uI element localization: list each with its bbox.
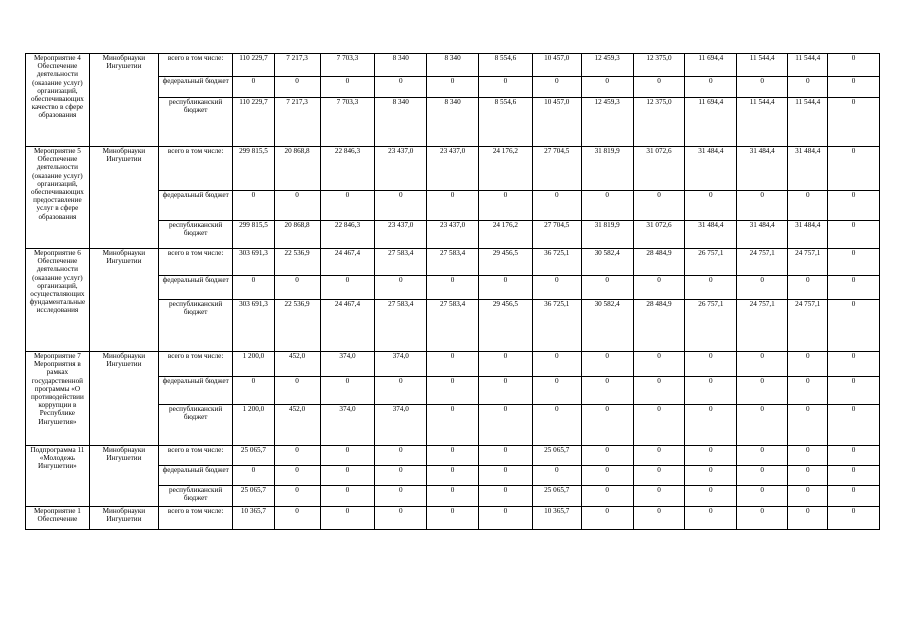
year-amount-cell: 0 (375, 77, 427, 98)
year-amount-cell: 0 (375, 486, 427, 507)
year-amount-cell: 0 (633, 466, 685, 486)
year-amount-cell: 0 (427, 191, 479, 221)
year-amount-cell: 0 (581, 377, 633, 405)
year-amount-cell: 0 (737, 446, 788, 466)
executor-cell: Минобрнауки Ингушетии (89, 446, 158, 507)
year-amount-cell: 0 (427, 507, 479, 530)
year-amount-cell: 0 (479, 77, 533, 98)
year-amount-cell: 0 (828, 300, 879, 352)
funding-source-cell: всего в том числе: (158, 507, 232, 530)
executor-cell: Минобрнауки Ингушетии (89, 507, 158, 530)
year-amount-cell: 0 (633, 486, 685, 507)
year-amount-cell: 374,0 (320, 405, 375, 446)
year-amount-cell: 0 (581, 191, 633, 221)
year-amount-cell: 31 484,4 (788, 147, 828, 191)
year-amount-cell: 0 (427, 276, 479, 300)
year-amount-cell: 0 (788, 466, 828, 486)
year-amount-cell: 11 694,4 (685, 54, 737, 77)
year-amount-cell: 27 704,5 (532, 147, 581, 191)
year-amount-cell: 0 (479, 276, 533, 300)
year-amount-cell: 0 (828, 221, 879, 249)
total-amount-cell: 0 (233, 377, 274, 405)
year-amount-cell: 0 (375, 276, 427, 300)
year-amount-cell: 0 (788, 77, 828, 98)
year-amount-cell: 30 582,4 (581, 249, 633, 276)
year-amount-cell: 12 375,0 (633, 98, 685, 147)
year-amount-cell: 0 (479, 352, 533, 377)
year-amount-cell: 452,0 (274, 405, 320, 446)
funding-source-cell: федеральный бюджет (158, 77, 232, 98)
year-amount-cell: 0 (532, 405, 581, 446)
year-amount-cell: 31 072,6 (633, 147, 685, 191)
year-amount-cell: 27 583,4 (427, 300, 479, 352)
year-amount-cell: 0 (274, 377, 320, 405)
year-amount-cell: 0 (828, 98, 879, 147)
total-amount-cell: 110 229,7 (233, 98, 274, 147)
year-amount-cell: 22 846,3 (320, 147, 375, 191)
year-amount-cell: 0 (479, 486, 533, 507)
year-amount-cell: 0 (828, 191, 879, 221)
year-amount-cell: 0 (685, 466, 737, 486)
funding-source-cell: всего в том числе: (158, 249, 232, 276)
year-amount-cell: 0 (828, 446, 879, 466)
year-amount-cell: 0 (633, 276, 685, 300)
table-row (26, 249, 905, 276)
year-amount-cell: 29 456,5 (479, 300, 533, 352)
year-amount-cell: 31 484,4 (788, 221, 828, 249)
table-row (26, 446, 905, 466)
year-amount-cell: 0 (737, 77, 788, 98)
year-amount-cell: 374,0 (375, 405, 427, 446)
year-amount-cell: 0 (532, 352, 581, 377)
year-amount-cell: 0 (320, 446, 375, 466)
year-amount-cell: 28 484,9 (633, 249, 685, 276)
year-amount-cell: 27 583,4 (375, 300, 427, 352)
year-amount-cell: 12 375,0 (633, 54, 685, 77)
year-amount-cell: 0 (737, 507, 788, 530)
year-amount-cell: 0 (479, 466, 533, 486)
year-amount-cell: 0 (375, 377, 427, 405)
year-amount-cell: 29 456,5 (479, 249, 533, 276)
year-amount-cell: 24 757,1 (737, 300, 788, 352)
executor-cell: Минобрнауки Ингушетии (89, 249, 158, 352)
year-amount-cell: 8 554,6 (479, 54, 533, 77)
year-amount-cell: 0 (737, 191, 788, 221)
year-amount-cell: 0 (581, 486, 633, 507)
year-amount-cell: 8 340 (375, 98, 427, 147)
year-amount-cell: 10 457,0 (532, 54, 581, 77)
year-amount-cell: 0 (274, 191, 320, 221)
executor-cell: Минобрнауки Ингушетии (89, 54, 158, 147)
year-amount-cell: 0 (685, 276, 737, 300)
year-amount-cell: 26 757,1 (685, 249, 737, 276)
year-amount-cell: 24 467,4 (320, 300, 375, 352)
year-amount-cell: 31 484,4 (737, 221, 788, 249)
year-amount-cell: 24 757,1 (788, 300, 828, 352)
year-amount-cell: 0 (375, 446, 427, 466)
year-amount-cell: 0 (581, 446, 633, 466)
year-amount-cell: 31 072,6 (633, 221, 685, 249)
year-amount-cell: 0 (828, 377, 879, 405)
event-name-cell: Мероприятие 7 Мероприятия в рамках государственной программы «О противодействии коррупции в Республике Ингушетия» (26, 352, 90, 446)
executor-cell: Минобрнауки Ингушетии (89, 147, 158, 249)
funding-source-cell: республиканский бюджет (158, 486, 232, 507)
year-amount-cell: 11 694,4 (685, 98, 737, 147)
year-amount-cell: 24 757,1 (788, 249, 828, 276)
year-amount-cell: 8 340 (427, 54, 479, 77)
year-amount-cell: 36 725,1 (532, 249, 581, 276)
year-amount-cell: 374,0 (320, 352, 375, 377)
year-amount-cell: 0 (581, 507, 633, 530)
year-amount-cell: 0 (685, 405, 737, 446)
year-amount-cell: 30 582,4 (581, 300, 633, 352)
year-amount-cell: 0 (685, 486, 737, 507)
year-amount-cell: 0 (685, 377, 737, 405)
year-amount-cell: 0 (274, 486, 320, 507)
year-amount-cell: 0 (685, 446, 737, 466)
total-amount-cell: 0 (233, 276, 274, 300)
funding-source-cell: республиканский бюджет (158, 98, 232, 147)
year-amount-cell: 0 (320, 466, 375, 486)
year-amount-cell: 7 217,3 (274, 98, 320, 147)
year-amount-cell: 0 (581, 276, 633, 300)
year-amount-cell: 0 (532, 276, 581, 300)
year-amount-cell: 0 (828, 77, 879, 98)
table-row (26, 507, 905, 530)
year-amount-cell: 0 (320, 191, 375, 221)
year-amount-cell: 8 554,6 (479, 98, 533, 147)
year-amount-cell: 0 (633, 507, 685, 530)
year-amount-cell: 12 459,3 (581, 54, 633, 77)
total-amount-cell: 303 691,3 (233, 249, 274, 276)
year-amount-cell: 31 819,9 (581, 221, 633, 249)
year-amount-cell: 0 (427, 377, 479, 405)
total-amount-cell: 0 (233, 77, 274, 98)
year-amount-cell: 0 (788, 377, 828, 405)
total-amount-cell: 25 065,7 (233, 486, 274, 507)
year-amount-cell: 0 (581, 77, 633, 98)
total-amount-cell: 0 (233, 466, 274, 486)
year-amount-cell: 0 (581, 352, 633, 377)
year-amount-cell: 0 (828, 507, 879, 530)
year-amount-cell: 0 (274, 446, 320, 466)
year-amount-cell: 0 (320, 377, 375, 405)
year-amount-cell: 0 (427, 352, 479, 377)
table-row (26, 147, 905, 191)
funding-source-cell: всего в том числе: (158, 446, 232, 466)
year-amount-cell: 0 (633, 377, 685, 405)
funding-source-cell: республиканский бюджет (158, 405, 232, 446)
year-amount-cell: 0 (427, 486, 479, 507)
year-amount-cell: 0 (828, 147, 879, 191)
total-amount-cell: 303 691,3 (233, 300, 274, 352)
year-amount-cell: 0 (788, 486, 828, 507)
year-amount-cell: 0 (685, 77, 737, 98)
year-amount-cell: 0 (581, 405, 633, 446)
year-amount-cell: 27 583,4 (375, 249, 427, 276)
year-amount-cell: 0 (532, 191, 581, 221)
event-name-cell: Мероприятие 5 Обеспечение деятельности (оказание услуг) организаций, обеспечивающих предоставление услуг в сфере образования (26, 147, 90, 249)
year-amount-cell: 20 868,8 (274, 147, 320, 191)
year-amount-cell: 0 (427, 77, 479, 98)
year-amount-cell: 0 (320, 77, 375, 98)
year-amount-cell: 0 (532, 466, 581, 486)
event-name-cell: Мероприятие 6 Обеспечение деятельности (оказание услуг) организаций, осуществляющих фундаментальные исследования (26, 249, 90, 352)
year-amount-cell: 0 (685, 507, 737, 530)
year-amount-cell: 0 (479, 191, 533, 221)
year-amount-cell: 22 846,3 (320, 221, 375, 249)
total-amount-cell: 299 815,5 (233, 147, 274, 191)
year-amount-cell: 452,0 (274, 352, 320, 377)
year-amount-cell: 23 437,0 (375, 221, 427, 249)
total-amount-cell: 1 200,0 (233, 352, 274, 377)
year-amount-cell: 0 (320, 276, 375, 300)
year-amount-cell: 31 484,4 (685, 221, 737, 249)
year-amount-cell: 28 484,9 (633, 300, 685, 352)
year-amount-cell: 36 725,1 (532, 300, 581, 352)
year-amount-cell: 0 (828, 405, 879, 446)
year-amount-cell: 0 (737, 486, 788, 507)
year-amount-cell: 10 365,7 (532, 507, 581, 530)
year-amount-cell: 11 544,4 (788, 54, 828, 77)
total-amount-cell: 25 065,7 (233, 446, 274, 466)
year-amount-cell: 0 (633, 405, 685, 446)
year-amount-cell: 23 437,0 (427, 221, 479, 249)
year-amount-cell: 26 757,1 (685, 300, 737, 352)
year-amount-cell: 0 (828, 276, 879, 300)
year-amount-cell: 23 437,0 (375, 147, 427, 191)
year-amount-cell: 24 757,1 (737, 249, 788, 276)
funding-source-cell: всего в том числе: (158, 352, 232, 377)
year-amount-cell: 0 (320, 486, 375, 507)
year-amount-cell: 0 (685, 191, 737, 221)
year-amount-cell: 8 340 (427, 98, 479, 147)
year-amount-cell: 20 868,8 (274, 221, 320, 249)
year-amount-cell: 0 (633, 446, 685, 466)
year-amount-cell: 0 (737, 276, 788, 300)
year-amount-cell: 27 704,5 (532, 221, 581, 249)
year-amount-cell: 0 (737, 466, 788, 486)
year-amount-cell: 0 (427, 446, 479, 466)
total-amount-cell: 1 200,0 (233, 405, 274, 446)
year-amount-cell: 0 (479, 446, 533, 466)
event-name-cell: Мероприятие 1 Обеспечение (26, 507, 90, 530)
funding-source-cell: федеральный бюджет (158, 191, 232, 221)
year-amount-cell: 0 (375, 466, 427, 486)
year-amount-cell: 374,0 (375, 352, 427, 377)
year-amount-cell: 10 457,0 (532, 98, 581, 147)
year-amount-cell: 31 484,4 (737, 147, 788, 191)
year-amount-cell: 0 (479, 507, 533, 530)
total-amount-cell: 0 (233, 191, 274, 221)
year-amount-cell: 25 065,7 (532, 446, 581, 466)
year-amount-cell: 25 065,7 (532, 486, 581, 507)
year-amount-cell: 24 467,4 (320, 249, 375, 276)
year-amount-cell: 0 (737, 377, 788, 405)
year-amount-cell: 23 437,0 (427, 147, 479, 191)
funding-source-cell: федеральный бюджет (158, 377, 232, 405)
year-amount-cell: 0 (633, 352, 685, 377)
year-amount-cell: 0 (274, 77, 320, 98)
year-amount-cell: 8 340 (375, 54, 427, 77)
funding-source-cell: федеральный бюджет (158, 466, 232, 486)
year-amount-cell: 11 544,4 (737, 98, 788, 147)
year-amount-cell: 0 (828, 352, 879, 377)
year-amount-cell: 0 (375, 191, 427, 221)
year-amount-cell: 0 (788, 352, 828, 377)
year-amount-cell: 0 (828, 486, 879, 507)
year-amount-cell: 0 (479, 377, 533, 405)
total-amount-cell: 10 365,7 (233, 507, 274, 530)
funding-source-cell: всего в том числе: (158, 54, 232, 77)
year-amount-cell: 0 (788, 405, 828, 446)
total-amount-cell: 110 229,7 (233, 54, 274, 77)
year-amount-cell: 0 (828, 249, 879, 276)
year-amount-cell: 0 (788, 507, 828, 530)
year-amount-cell: 0 (274, 276, 320, 300)
year-amount-cell: 0 (788, 276, 828, 300)
year-amount-cell: 0 (633, 77, 685, 98)
year-amount-cell: 31 819,9 (581, 147, 633, 191)
executor-cell: Минобрнауки Ингушетии (89, 352, 158, 446)
funding-source-cell: всего в том числе: (158, 147, 232, 191)
year-amount-cell: 0 (828, 54, 879, 77)
year-amount-cell: 31 484,4 (685, 147, 737, 191)
year-amount-cell: 0 (427, 405, 479, 446)
year-amount-cell: 0 (737, 405, 788, 446)
year-amount-cell: 12 459,3 (581, 98, 633, 147)
year-amount-cell: 11 544,4 (788, 98, 828, 147)
year-amount-cell: 7 703,3 (320, 54, 375, 77)
year-amount-cell: 27 583,4 (427, 249, 479, 276)
total-amount-cell: 299 815,5 (233, 221, 274, 249)
year-amount-cell: 22 536,9 (274, 300, 320, 352)
year-amount-cell: 24 176,2 (479, 147, 533, 191)
year-amount-cell: 0 (788, 191, 828, 221)
year-amount-cell: 0 (532, 377, 581, 405)
year-amount-cell: 11 544,4 (737, 54, 788, 77)
year-amount-cell: 22 536,9 (274, 249, 320, 276)
year-amount-cell: 24 176,2 (479, 221, 533, 249)
event-name-cell: Мероприятие 4 Обеспечение деятельности (оказание услуг) организаций, обеспечивающих качество в сфере образования (26, 54, 90, 147)
year-amount-cell: 0 (685, 352, 737, 377)
year-amount-cell: 0 (581, 466, 633, 486)
table-row (26, 352, 905, 377)
year-amount-cell: 0 (788, 446, 828, 466)
year-amount-cell: 7 703,3 (320, 98, 375, 147)
year-amount-cell: 0 (427, 466, 479, 486)
year-amount-cell: 0 (479, 405, 533, 446)
year-amount-cell: 0 (737, 352, 788, 377)
year-amount-cell: 0 (274, 507, 320, 530)
year-amount-cell: 0 (828, 466, 879, 486)
funding-source-cell: федеральный бюджет (158, 276, 232, 300)
funding-source-cell: республиканский бюджет (158, 300, 232, 352)
table-row (26, 54, 905, 77)
year-amount-cell: 0 (532, 77, 581, 98)
year-amount-cell: 0 (633, 191, 685, 221)
budget-table (25, 53, 905, 530)
year-amount-cell: 0 (274, 466, 320, 486)
year-amount-cell: 0 (320, 507, 375, 530)
year-amount-cell: 0 (375, 507, 427, 530)
year-amount-cell: 7 217,3 (274, 54, 320, 77)
event-name-cell: Подпрограмма 11 «Молодежь Ингушетии» (26, 446, 90, 507)
funding-source-cell: республиканский бюджет (158, 221, 232, 249)
